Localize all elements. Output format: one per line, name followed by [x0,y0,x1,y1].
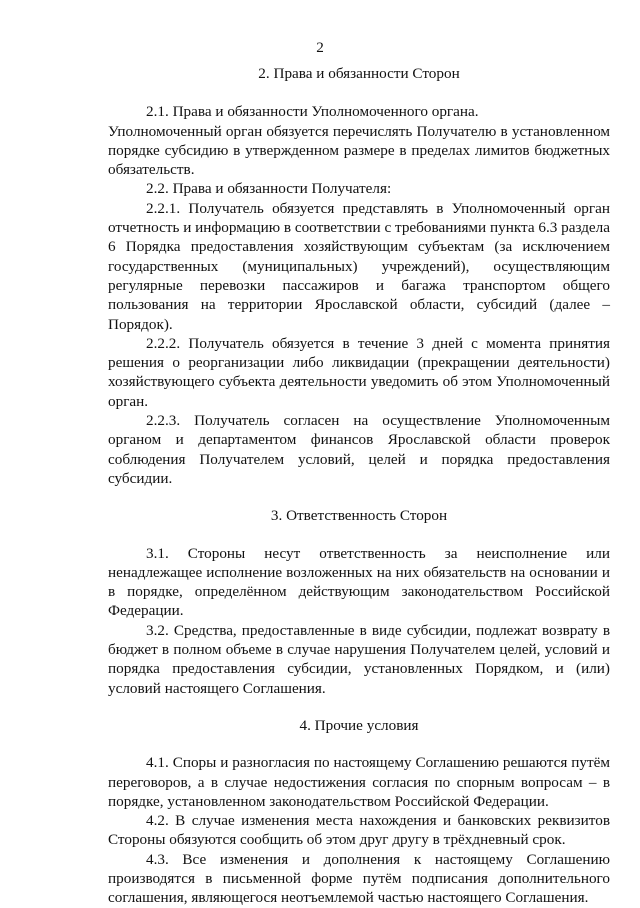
paragraph: 4.2. В случае изменения места нахождения и банковских реквизитов Стороны обязуются сообщить об этом друг другу в трёхдневный срок. [108,812,610,849]
paragraph: 2.2. Права и обязанности Получателя: [146,180,392,198]
page-number: 2 [316,39,324,56]
paragraph: 3.2. Средства, предоставленные в виде субсидии, подлежат возврату в бюджет в полном объеме в случае нарушения Получателем целей, условий и порядка предоставления субсидии, установленных Порядком, и (или) условий настоящего Соглашения. [108,621,610,697]
paragraph: 4.1. Споры и разногласия по настоящему Соглашению решаются путём переговоров, а в случае недостижения согласия по спорным вопросам – в порядке, установленном законодательством Российской Федерации. [108,754,610,810]
document-body [108,64,610,908]
section-heading: 2. Права и обязанности Сторон [258,65,460,82]
paragraph: 3.1. Стороны несут ответственность за неисполнение или ненадлежащее исполнение возложенных на них обязательств на основании и в порядке, определённом действующим законодательством Российской Федерации. [108,544,610,620]
section-heading: 3. Ответственность Сторон [270,507,448,525]
paragraph: Уполномоченный орган обязуется перечислять Получателю в установленном порядке субсидию в утвержденном размере в пределах лимитов бюджетных обязательств. [108,122,610,179]
section-heading: 4. Прочие условия [299,716,419,734]
paragraph: 2.2.3. Получатель согласен на осуществление Уполномоченным органом и департаментом финансов Ярославской области проверок соблюдения Получателем условий, целей и порядка предоставления субсидии. [108,412,610,487]
paragraph: 2.2.1. Получатель обязуется представлять в Уполномоченный орган отчетность и информацию в соответствии с требованиями пункта 6.3 раздела 6 Порядка предоставления хозяйствующим субъектам (за исключением государственных (муниципальных) учреждений), осуществляющим регулярные перевозки пассажиров и багажа транспортом общего пользования на территории Ярославской области, субсидий (далее – Порядок). [108,199,610,333]
paragraph: 2.2.2. Получатель обязуется в течение 3 дней с момента принятия решения о реорганизации либо ликвидации (прекращении деятельности) хозяйствующего субъекта деятельности уведомить об этом Уполномоченный орган. [108,334,610,410]
paragraph: 4.3. Все изменения и дополнения к настоящему Соглашению производятся в письменной форме путём подписания дополнительного соглашения, являющегося неотъемлемой частью настоящего Соглашения. [108,850,610,907]
paragraph: 2.1. Права и обязанности Уполномоченного органа. [146,103,479,121]
